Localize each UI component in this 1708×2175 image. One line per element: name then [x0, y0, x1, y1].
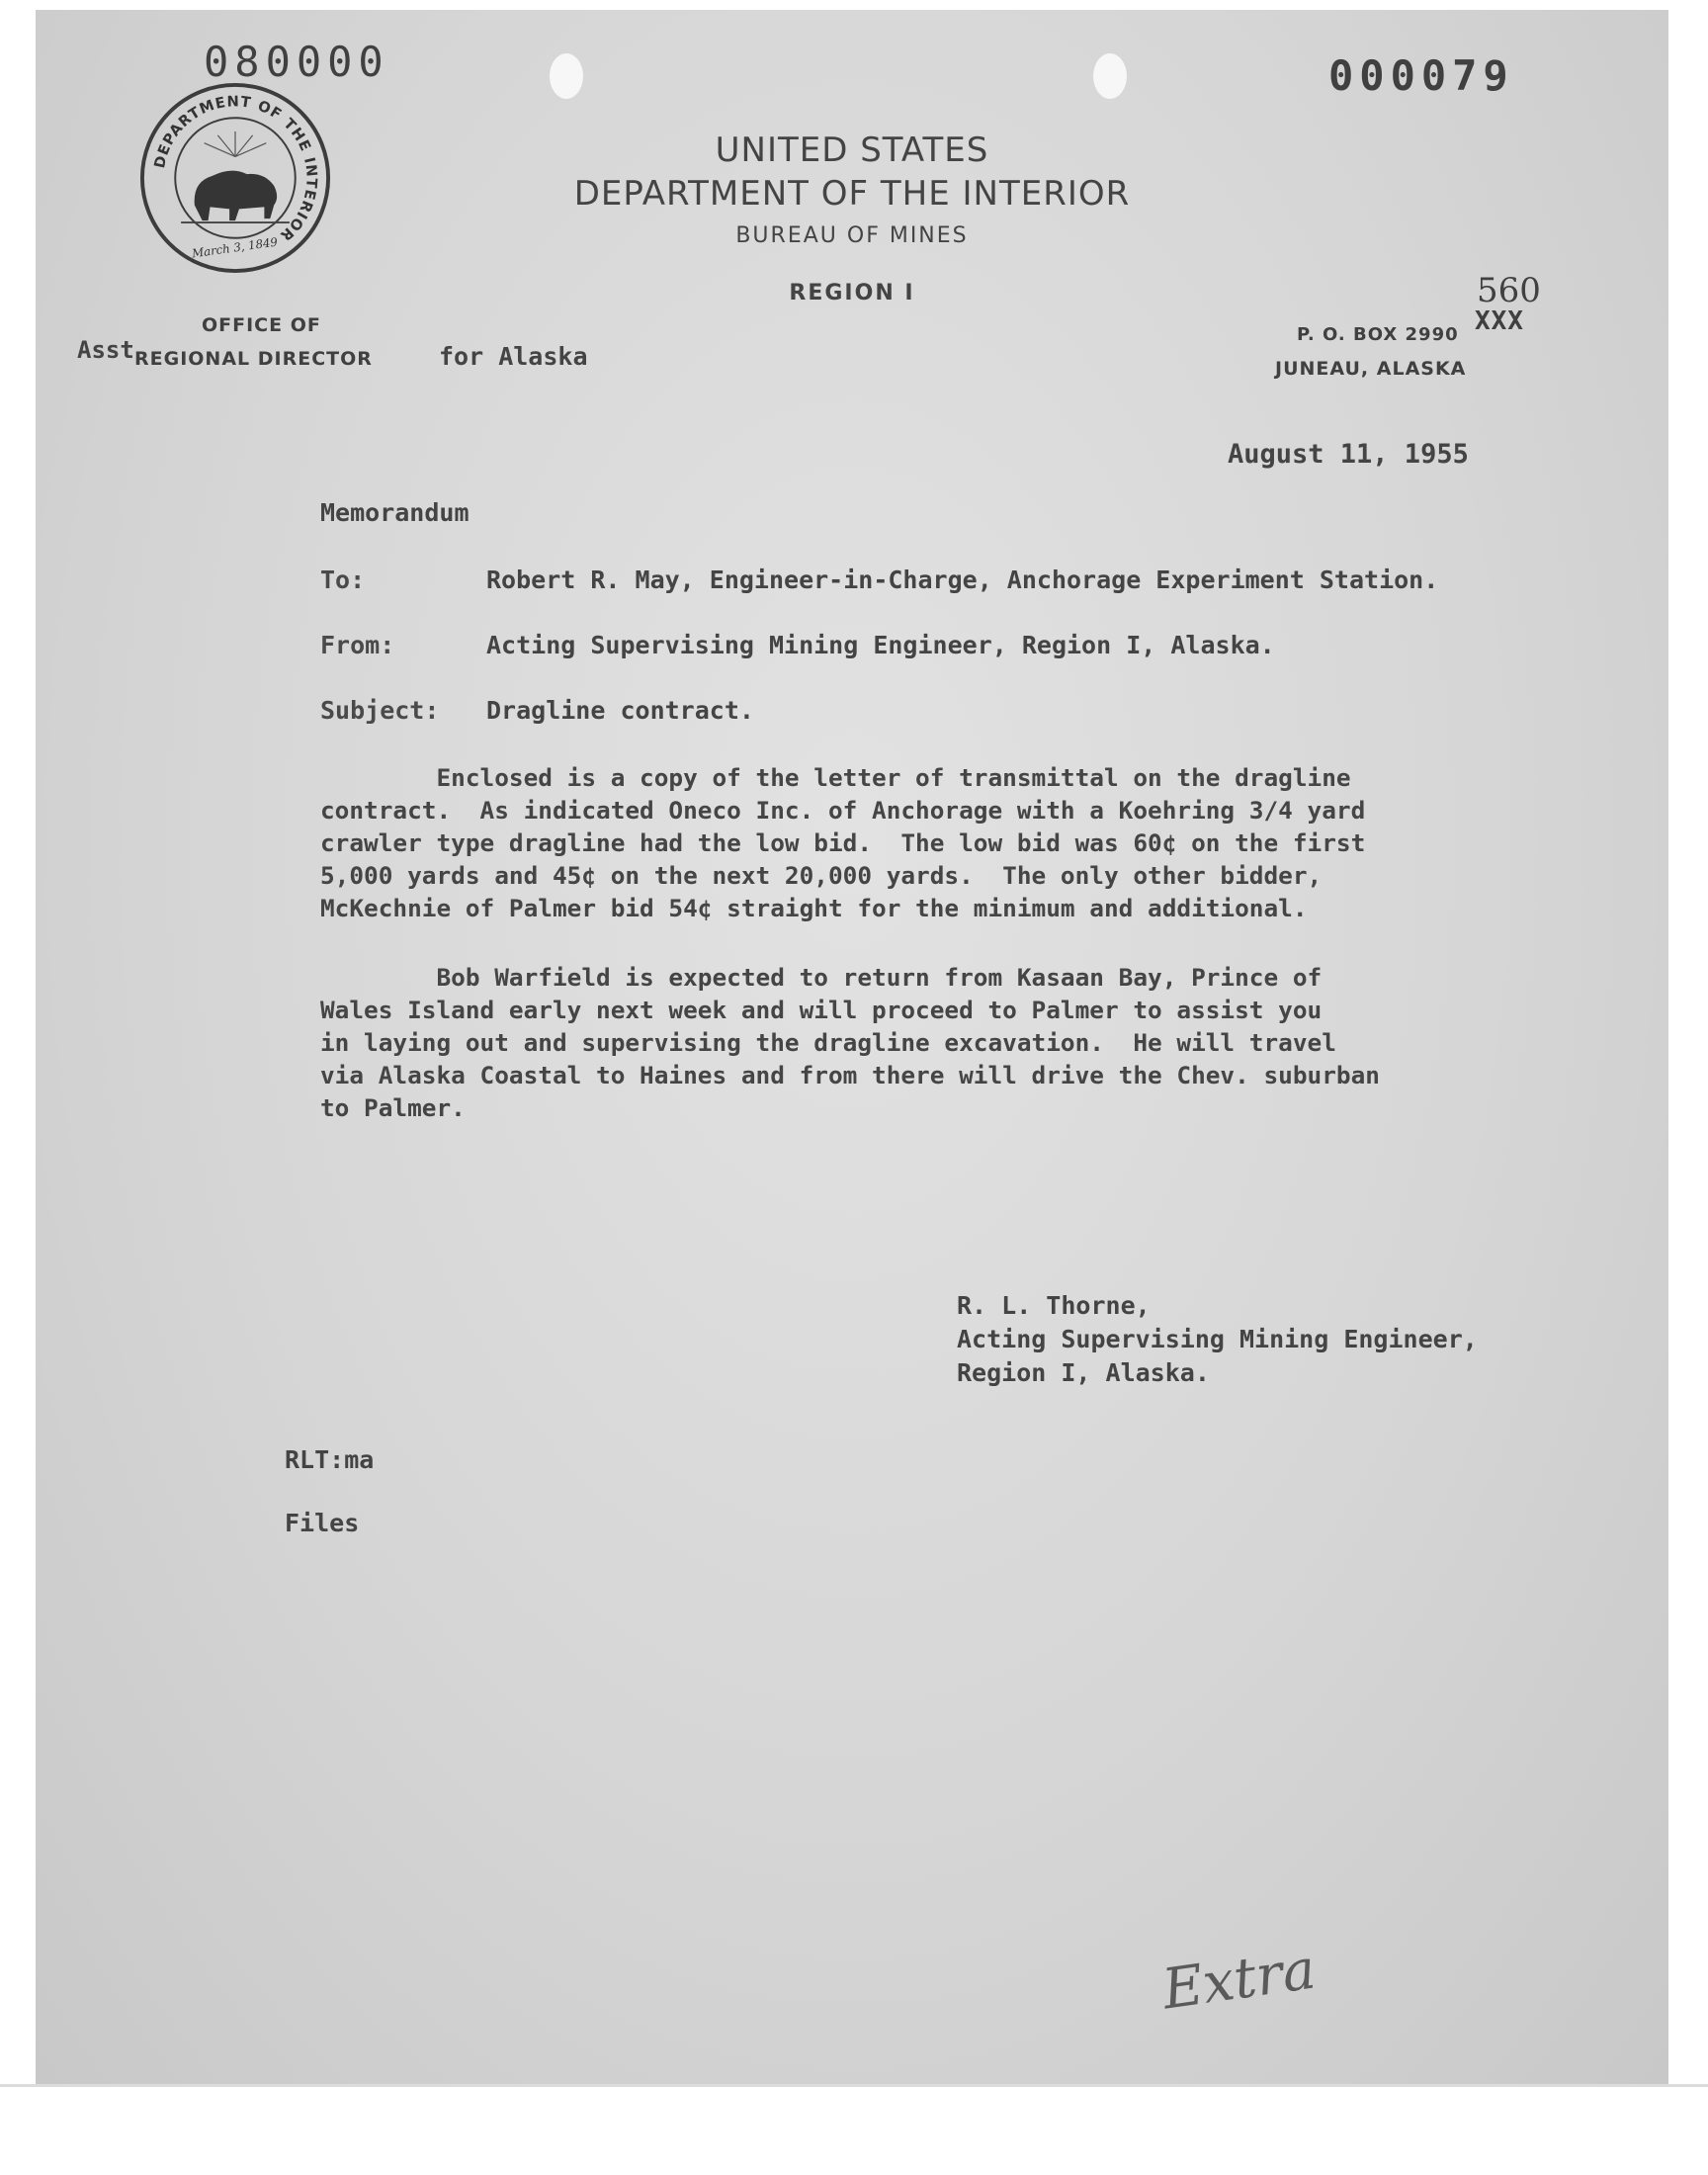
document-page: [36, 10, 1668, 2086]
paragraph-line: 5,000 yards and 45¢ on the next 20,000 yards. The only other bidder,: [320, 861, 1323, 890]
letterhead-region: REGION I: [789, 281, 915, 305]
po-box: P. O. BOX 2990: [1297, 324, 1459, 345]
memo-type: Memorandum: [320, 498, 470, 527]
body-paragraph-1: [320, 761, 1605, 924]
top-right-stamp-number: 000079: [1328, 51, 1514, 100]
from-label: From:: [320, 631, 395, 659]
seal-date: March 3, 1849: [191, 234, 279, 261]
to-value: Robert R. May, Engineer-in-Charge, Anchorage Experiment Station.: [486, 566, 1439, 594]
paragraph-line: via Alaska Coastal to Haines and from there will drive the Chev. suburban: [320, 1061, 1380, 1089]
punch-hole-right: [1093, 53, 1127, 99]
body-paragraph-2: [320, 961, 1605, 1124]
city-address: JUNEAU, ALASKA: [1275, 358, 1467, 380]
seal-ring-text: DEPARTMENT OF THE INTERIOR: [151, 93, 320, 245]
page-bottom-edge: [0, 2084, 1708, 2087]
subject-value: Dragline contract.: [486, 696, 754, 725]
to-label: To:: [320, 566, 366, 594]
from-value: Acting Supervising Mining Engineer, Region I, Alaska.: [486, 631, 1275, 659]
letterhead-line1: UNITED STATES: [715, 130, 989, 170]
file-number-stamp: 560: [1477, 271, 1541, 310]
signature-name: R. L. Thorne,: [957, 1291, 1151, 1320]
paragraph-line: to Palmer.: [320, 1093, 466, 1122]
top-left-stamp-number: 080000: [204, 38, 389, 86]
typist-initials: RLT:ma: [285, 1445, 375, 1474]
signature-title: Acting Supervising Mining Engineer,: [957, 1325, 1478, 1353]
memo-date: August 11, 1955: [1228, 439, 1469, 470]
for-alaska-typed: for Alaska: [439, 342, 588, 371]
asst-typed: Asst: [77, 336, 134, 364]
subject-label: Subject:: [320, 696, 440, 725]
paragraph-line: crawler type dragline had the low bid. The low bid was 60¢ on the first: [320, 828, 1366, 857]
office-of-label: OFFICE OF: [202, 314, 321, 336]
paragraph-line: Enclosed is a copy of the letter of transmittal on the dragline: [320, 763, 1351, 792]
paragraph-line: Wales Island early next week and will proceed to Palmer to assist you: [320, 996, 1323, 1024]
letterhead-bureau: BUREAU OF MINES: [735, 223, 969, 248]
paragraph-line: Bob Warfield is expected to return from Kasaan Bay, Prince of: [320, 963, 1323, 992]
punch-hole-left: [550, 53, 583, 99]
files-notation: Files: [285, 1509, 360, 1537]
letterhead-line2: DEPARTMENT OF THE INTERIOR: [573, 174, 1131, 214]
regional-director-label: REGIONAL DIRECTOR: [134, 348, 373, 370]
paragraph-line: McKechnie of Palmer bid 54¢ straight for the minimum and additional.: [320, 894, 1308, 922]
file-suffix-stamp: XXX: [1475, 306, 1524, 336]
signature-region: Region I, Alaska.: [957, 1358, 1210, 1387]
paragraph-line: contract. As indicated Oneco Inc. of Anchorage with a Koehring 3/4 yard: [320, 796, 1366, 825]
paragraph-line: in laying out and supervising the dragline excavation. He will travel: [320, 1028, 1336, 1057]
handwritten-note: Extra: [1158, 1937, 1320, 2023]
